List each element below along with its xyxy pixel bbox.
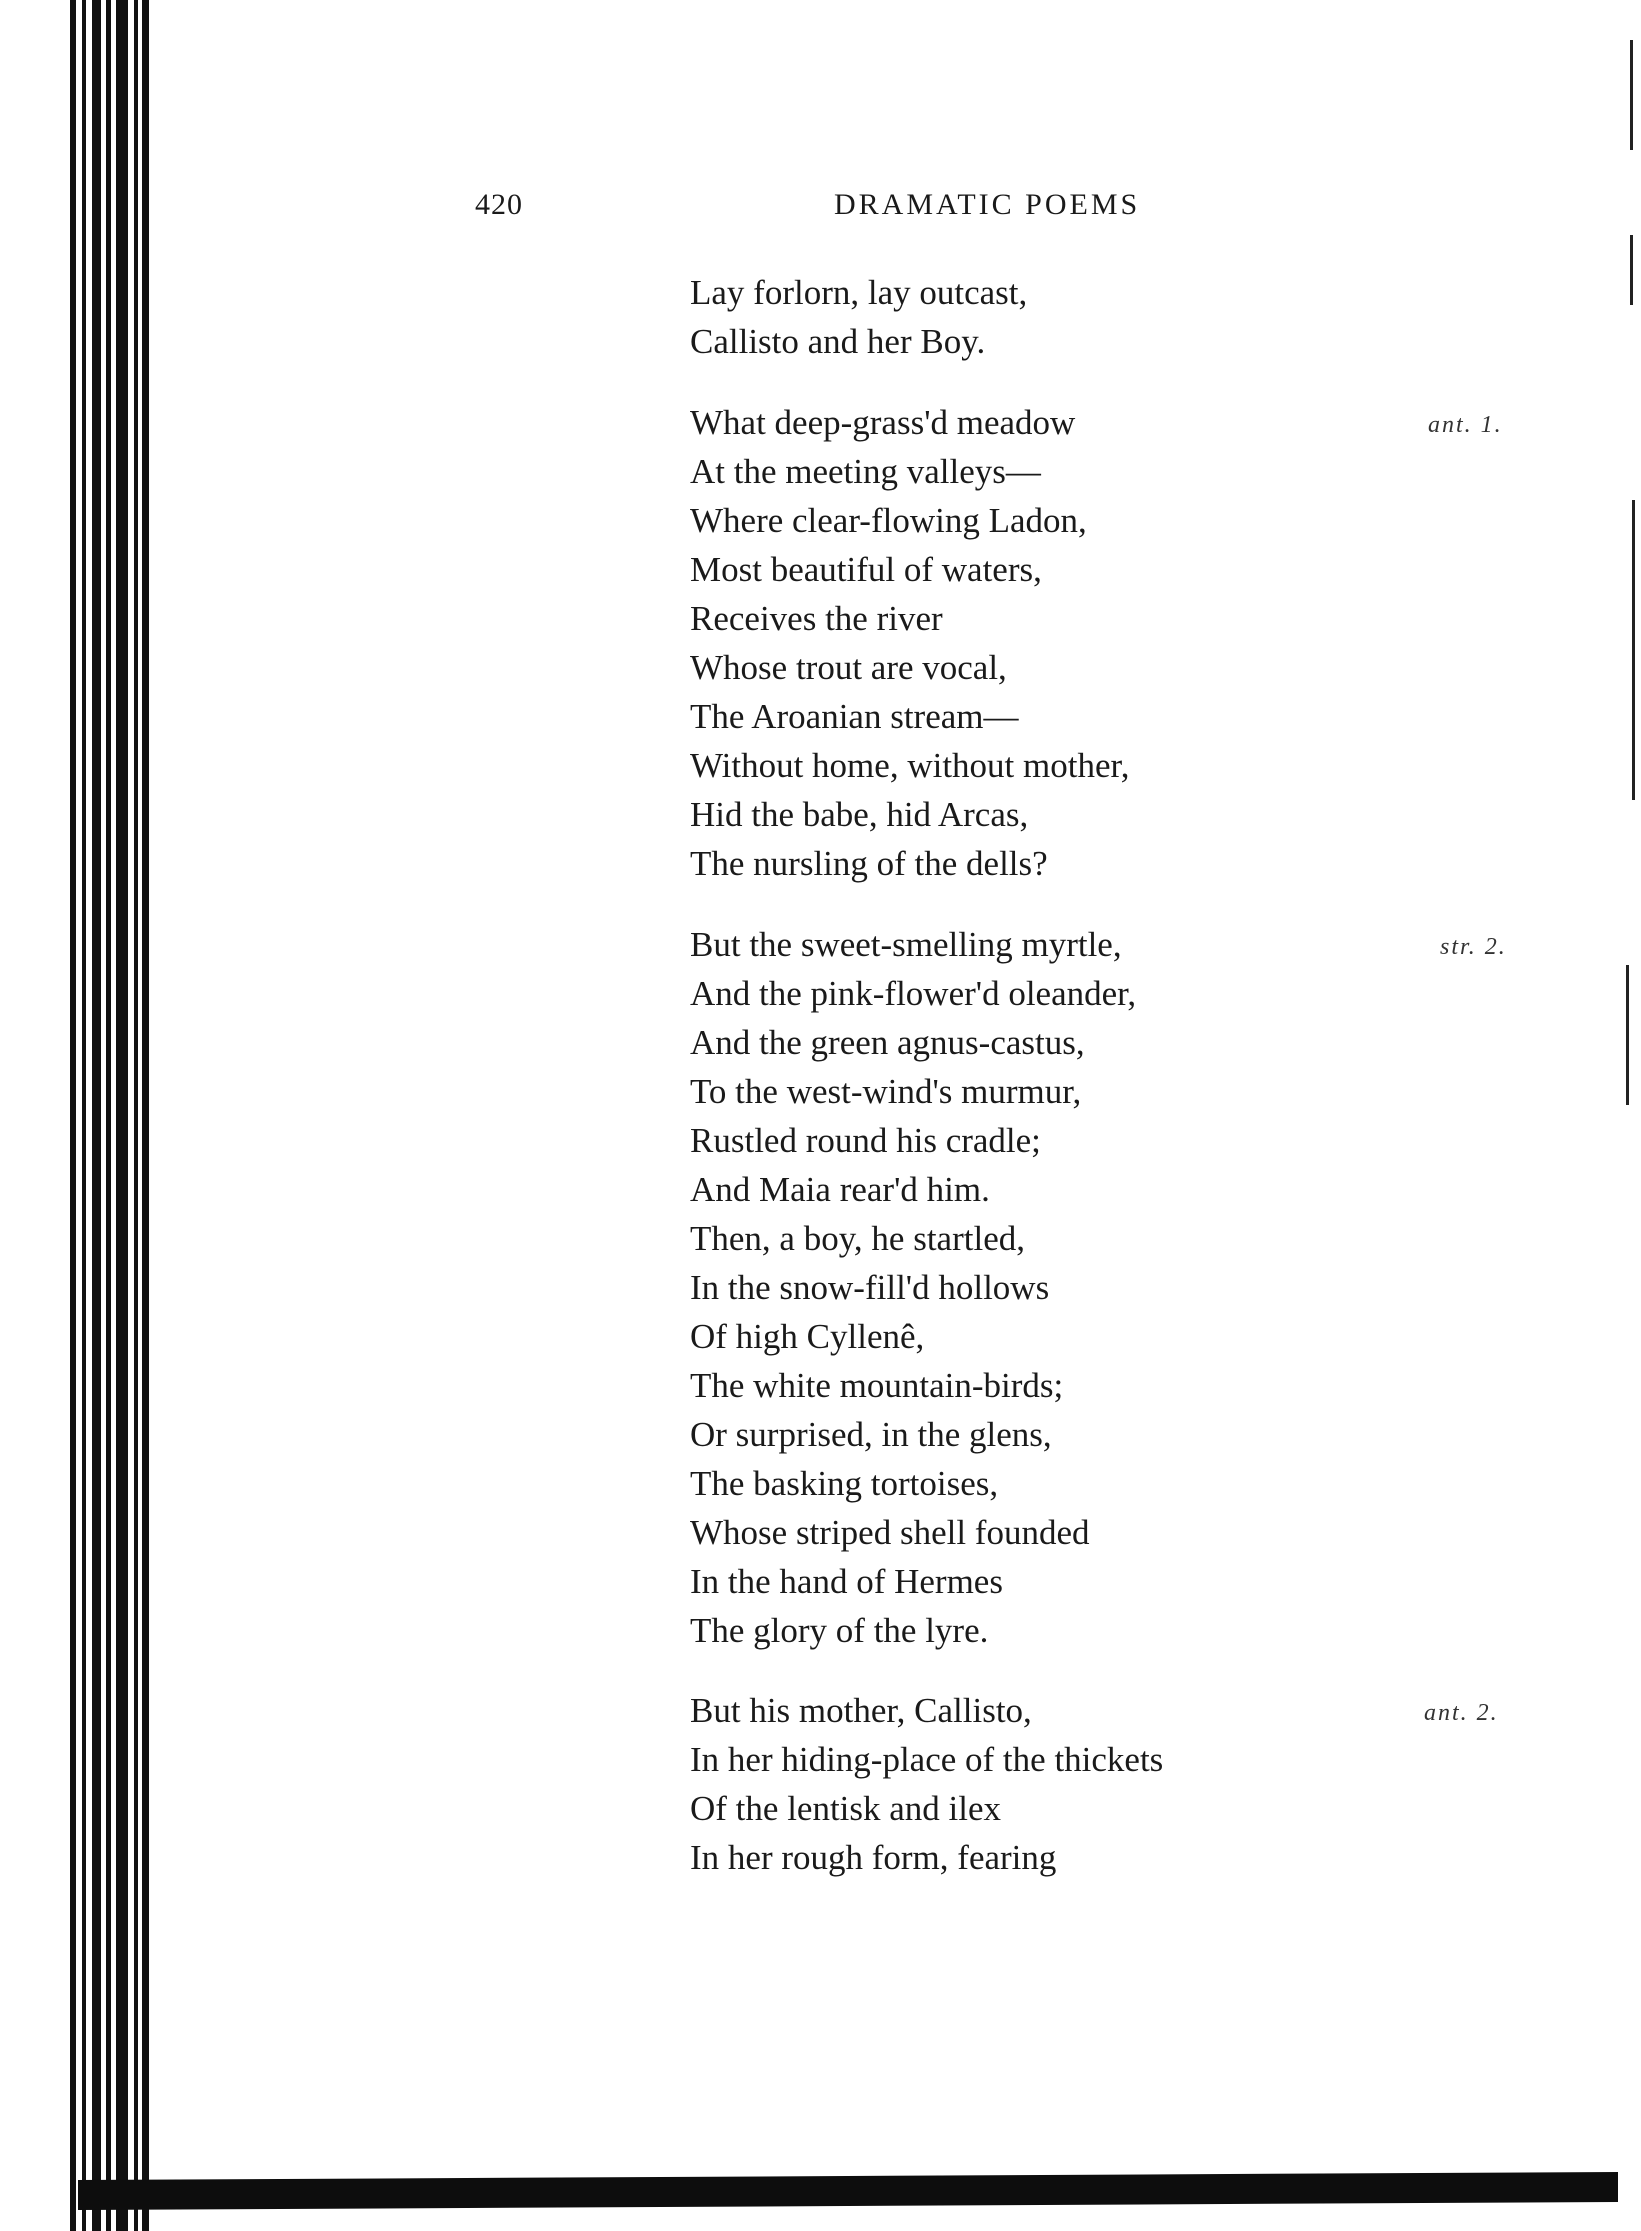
- margin-note: str. 2.: [1440, 934, 1507, 960]
- page-number: 420: [475, 188, 523, 221]
- verse-line: At the meeting valleys—: [690, 452, 1041, 491]
- verse-line: In the hand of Hermes: [690, 1562, 1003, 1601]
- verse-line: The glory of the lyre.: [690, 1611, 989, 1650]
- verse-line: To the west-wind's murmur,: [690, 1072, 1082, 1111]
- verse-line: And the pink-flower'd oleander,: [690, 974, 1137, 1013]
- verse-line: Then, a boy, he startled,: [690, 1219, 1025, 1258]
- margin-note: ant. 1.: [1428, 412, 1503, 438]
- verse-line: And Maia rear'd him.: [690, 1170, 990, 1209]
- verse-line: Of high Cyllenê,: [690, 1317, 925, 1356]
- right-edge-mark: [1632, 500, 1635, 800]
- verse-line: The basking tortoises,: [690, 1464, 999, 1503]
- verse-line: Or surprised, in the glens,: [690, 1415, 1052, 1454]
- stanza: [690, 398, 1390, 888]
- verse-line: And the green agnus-castus,: [690, 1023, 1085, 1062]
- verse-line: Callisto and her Boy.: [690, 322, 986, 361]
- verse-line: Receives the river: [690, 599, 943, 638]
- verse-line: Whose trout are vocal,: [690, 648, 1007, 687]
- stanza: [690, 1686, 1390, 1882]
- right-edge-mark: [1630, 40, 1633, 150]
- verse-line: The white mountain-birds;: [690, 1366, 1064, 1405]
- verse-line: Without home, without mother,: [690, 746, 1130, 785]
- verse-line: But his mother, Callisto,: [690, 1691, 1032, 1730]
- verse-line: Hid the babe, hid Arcas,: [690, 795, 1029, 834]
- verse-line: In her rough form, fearing: [690, 1838, 1057, 1877]
- verse-line: The Aroanian stream—: [690, 697, 1019, 736]
- verse-line: In her hiding-place of the thickets: [690, 1740, 1164, 1779]
- page-header: [0, 188, 1641, 228]
- binding-edge: [70, 0, 160, 2231]
- verse-line: In the snow-fill'd hollows: [690, 1268, 1050, 1307]
- right-edge-mark: [1630, 235, 1633, 305]
- verse-line: Whose striped shell founded: [690, 1513, 1090, 1552]
- running-head: DRAMATIC POEMS: [834, 188, 1141, 221]
- stanza: [690, 920, 1390, 1655]
- stanza: [690, 268, 1390, 366]
- verse-line: Most beautiful of waters,: [690, 550, 1042, 589]
- verse-line: Of the lentisk and ilex: [690, 1789, 1002, 1828]
- margin-note: ant. 2.: [1424, 1700, 1499, 1726]
- verse-line: What deep-grass'd meadow: [690, 403, 1076, 442]
- right-edge-mark: [1626, 965, 1629, 1105]
- verse-line: But the sweet-smelling myrtle,: [690, 925, 1122, 964]
- bottom-page-shadow: [78, 2172, 1618, 2210]
- verse-line: Where clear-flowing Ladon,: [690, 501, 1087, 540]
- verse-line: The nursling of the dells?: [690, 844, 1048, 883]
- verse-line: Lay forlorn, lay outcast,: [690, 273, 1028, 312]
- verse-line: Rustled round his cradle;: [690, 1121, 1041, 1160]
